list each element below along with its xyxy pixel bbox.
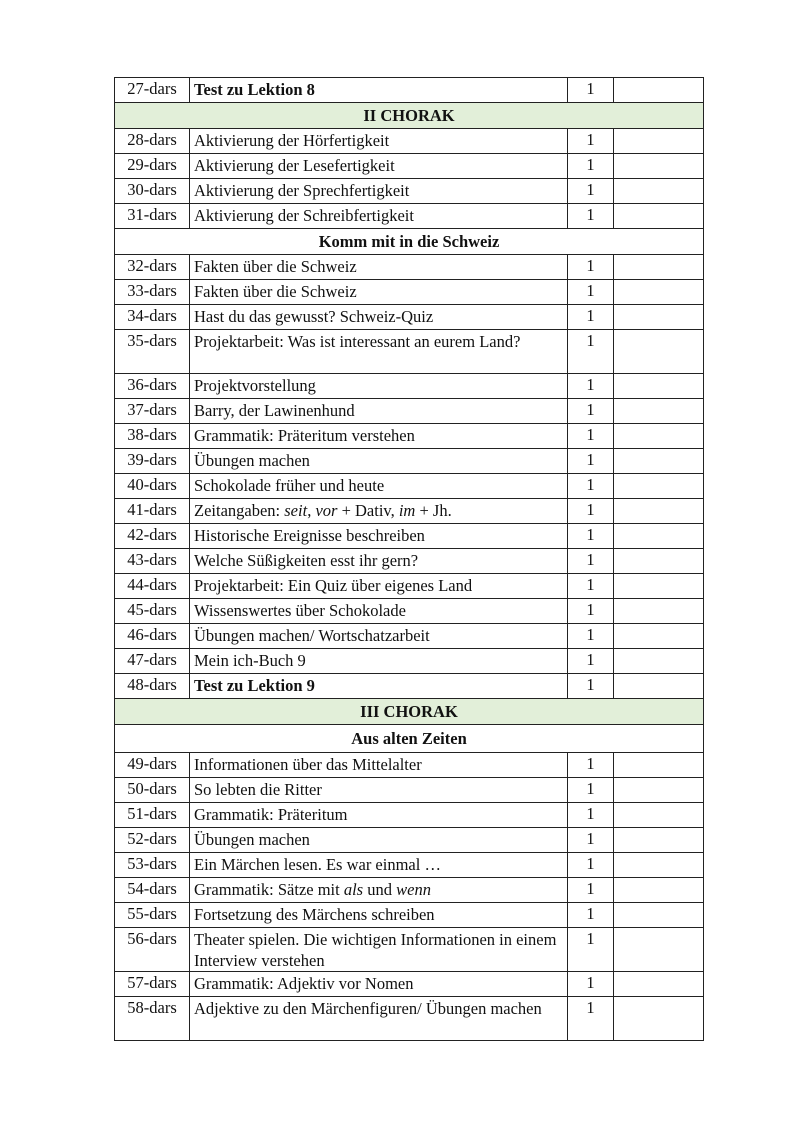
topic-text: + Jh. (415, 501, 452, 520)
lesson-number: 28-dars (115, 129, 190, 154)
topic-text: Theater spielen. Die wichtigen Informationen in einem Interview verstehen (194, 930, 557, 970)
topic-text: Ein Märchen lesen. Es war einmal … (194, 855, 441, 874)
lesson-topic (190, 574, 568, 599)
lesson-number: 31-dars (115, 204, 190, 229)
lesson-hours: 1 (568, 179, 614, 204)
topic-text: Übungen machen/ Wortschatzarbeit (194, 626, 430, 645)
lesson-row (115, 78, 704, 103)
lesson-hours: 1 (568, 997, 614, 1041)
topic-text: Aktivierung der Sprechfertigkeit (194, 181, 410, 200)
lesson-row (115, 204, 704, 229)
empty-cell (614, 674, 704, 699)
section-header-row (115, 103, 704, 129)
lesson-number: 52-dars (115, 828, 190, 853)
lesson-topic (190, 878, 568, 903)
topic-text: Fortsetzung des Märchens schreiben (194, 905, 435, 924)
lesson-topic (190, 204, 568, 229)
lesson-hours: 1 (568, 154, 614, 179)
topic-text: Zeitangaben: (194, 501, 285, 520)
empty-cell (614, 853, 704, 878)
lesson-number: 44-dars (115, 574, 190, 599)
lesson-topic (190, 549, 568, 574)
lesson-topic (190, 524, 568, 549)
lesson-hours: 1 (568, 903, 614, 928)
topic-text: Übungen machen (194, 451, 310, 470)
empty-cell (614, 524, 704, 549)
lesson-row (115, 928, 704, 972)
topic-text: Projektvorstellung (194, 376, 316, 395)
lesson-row (115, 280, 704, 305)
lesson-row (115, 828, 704, 853)
lesson-topic (190, 78, 568, 103)
lesson-topic (190, 474, 568, 499)
empty-cell (614, 753, 704, 778)
topic-text: Mein ich-Buch 9 (194, 651, 306, 670)
topic-text: Projektarbeit: Ein Quiz über eigenes Land (194, 576, 473, 595)
lesson-topic (190, 449, 568, 474)
lesson-number: 36-dars (115, 374, 190, 399)
lesson-topic (190, 255, 568, 280)
lesson-row (115, 424, 704, 449)
topic-text: Projektarbeit: Was ist interessant an eurem Land? (194, 332, 521, 351)
lesson-row (115, 524, 704, 549)
topic-text: Aktivierung der Schreibfertigkeit (194, 206, 414, 225)
lesson-topic (190, 778, 568, 803)
empty-cell (614, 255, 704, 280)
section-title: Komm mit in die Schweiz (115, 229, 704, 255)
topic-text: Historische Ereignisse beschreiben (194, 526, 425, 545)
lesson-row (115, 624, 704, 649)
lesson-topic (190, 972, 568, 997)
empty-cell (614, 574, 704, 599)
empty-cell (614, 374, 704, 399)
lesson-number: 48-dars (115, 674, 190, 699)
lesson-topic (190, 803, 568, 828)
lesson-row (115, 997, 704, 1041)
empty-cell (614, 78, 704, 103)
lesson-topic (190, 374, 568, 399)
topic-text: als (343, 880, 364, 899)
lesson-row (115, 305, 704, 330)
lesson-row (115, 778, 704, 803)
lesson-topic (190, 753, 568, 778)
lesson-topic (190, 674, 568, 699)
empty-cell (614, 399, 704, 424)
lesson-number: 57-dars (115, 972, 190, 997)
section-title: Aus alten Zeiten (115, 725, 704, 753)
lesson-number: 47-dars (115, 649, 190, 674)
topic-text: seit (284, 501, 308, 520)
lesson-row (115, 549, 704, 574)
lesson-hours: 1 (568, 599, 614, 624)
topic-text: Test zu Lektion 9 (194, 676, 315, 695)
lesson-number: 34-dars (115, 305, 190, 330)
lesson-number: 50-dars (115, 778, 190, 803)
lesson-number: 56-dars (115, 928, 190, 972)
empty-cell (614, 903, 704, 928)
lesson-hours: 1 (568, 878, 614, 903)
section-header-row (115, 699, 704, 725)
topic-text: Aktivierung der Lesefertigkeit (194, 156, 395, 175)
topic-text: Grammatik: Adjektiv vor Nomen (194, 974, 414, 993)
empty-cell (614, 474, 704, 499)
section-title: II CHORAK (115, 103, 704, 129)
lesson-topic (190, 599, 568, 624)
lesson-row (115, 599, 704, 624)
lesson-hours: 1 (568, 972, 614, 997)
lesson-number: 58-dars (115, 997, 190, 1041)
lesson-topic (190, 280, 568, 305)
lesson-row (115, 374, 704, 399)
lesson-row (115, 399, 704, 424)
empty-cell (614, 624, 704, 649)
lesson-number: 39-dars (115, 449, 190, 474)
topic-text: Fakten über die Schweiz (194, 282, 357, 301)
empty-cell (614, 154, 704, 179)
lesson-row (115, 179, 704, 204)
topic-text: Grammatik: Präteritum verstehen (194, 426, 415, 445)
lesson-hours: 1 (568, 204, 614, 229)
lesson-hours: 1 (568, 674, 614, 699)
lesson-number: 27-dars (115, 78, 190, 103)
lesson-row (115, 255, 704, 280)
lesson-topic (190, 928, 568, 972)
topic-text: Test zu Lektion 8 (194, 80, 315, 99)
lesson-row (115, 803, 704, 828)
topic-text: Hast du das gewusst? Schweiz-Quiz (194, 307, 434, 326)
topic-text: Informationen über das Mittelalter (194, 755, 422, 774)
lesson-hours: 1 (568, 305, 614, 330)
lesson-hours: 1 (568, 374, 614, 399)
topic-text: Fakten über die Schweiz (194, 257, 357, 276)
lesson-row (115, 330, 704, 374)
topic-text: Schokolade früher und heute (194, 476, 385, 495)
topic-text: , (307, 501, 316, 520)
lesson-hours: 1 (568, 574, 614, 599)
lesson-row (115, 499, 704, 524)
empty-cell (614, 305, 704, 330)
lesson-row (115, 853, 704, 878)
lesson-hours: 1 (568, 399, 614, 424)
lesson-number: 29-dars (115, 154, 190, 179)
lesson-topic (190, 330, 568, 374)
topic-text: Aktivierung der Hörfertigkeit (194, 131, 390, 150)
topic-text: vor (315, 501, 338, 520)
lesson-hours: 1 (568, 649, 614, 674)
lesson-number: 33-dars (115, 280, 190, 305)
topic-text: wenn (396, 880, 431, 899)
lesson-number: 42-dars (115, 524, 190, 549)
lesson-number: 41-dars (115, 499, 190, 524)
topic-text: + Dativ, (337, 501, 399, 520)
empty-cell (614, 878, 704, 903)
lesson-hours: 1 (568, 753, 614, 778)
lesson-number: 30-dars (115, 179, 190, 204)
empty-cell (614, 330, 704, 374)
lesson-number: 51-dars (115, 803, 190, 828)
lesson-row (115, 674, 704, 699)
lesson-hours: 1 (568, 624, 614, 649)
lesson-topic (190, 179, 568, 204)
lesson-hours: 1 (568, 449, 614, 474)
topic-text: Adjektive zu den Märchenfiguren/ Übungen machen (194, 999, 542, 1018)
lesson-topic (190, 129, 568, 154)
lesson-hours: 1 (568, 255, 614, 280)
lesson-number: 35-dars (115, 330, 190, 374)
empty-cell (614, 179, 704, 204)
lesson-topic (190, 424, 568, 449)
empty-cell (614, 129, 704, 154)
lesson-number: 53-dars (115, 853, 190, 878)
empty-cell (614, 997, 704, 1041)
lesson-number: 40-dars (115, 474, 190, 499)
lesson-topic (190, 305, 568, 330)
topic-text: Übungen machen (194, 830, 310, 849)
lesson-number: 32-dars (115, 255, 190, 280)
empty-cell (614, 649, 704, 674)
lesson-hours: 1 (568, 330, 614, 374)
lesson-row (115, 574, 704, 599)
lesson-topic (190, 853, 568, 878)
section-title: III CHORAK (115, 699, 704, 725)
lesson-row (115, 474, 704, 499)
lesson-row (115, 649, 704, 674)
topic-text: Grammatik: Präteritum (194, 805, 348, 824)
topic-text: Grammatik: Sätze mit (194, 880, 344, 899)
lesson-hours: 1 (568, 853, 614, 878)
lesson-plan-body (115, 78, 704, 1041)
lesson-hours: 1 (568, 499, 614, 524)
lesson-hours: 1 (568, 474, 614, 499)
lesson-row (115, 903, 704, 928)
empty-cell (614, 778, 704, 803)
lesson-topic (190, 649, 568, 674)
topic-text: So lebten die Ritter (194, 780, 322, 799)
lesson-row (115, 129, 704, 154)
lesson-row (115, 753, 704, 778)
section-header-row (115, 725, 704, 753)
topic-text: und (363, 880, 397, 899)
lesson-topic (190, 997, 568, 1041)
lesson-hours: 1 (568, 803, 614, 828)
lesson-plan-table (114, 77, 704, 1041)
lesson-number: 38-dars (115, 424, 190, 449)
lesson-hours: 1 (568, 78, 614, 103)
lesson-topic (190, 903, 568, 928)
lesson-hours: 1 (568, 129, 614, 154)
lesson-number: 46-dars (115, 624, 190, 649)
lesson-hours: 1 (568, 524, 614, 549)
topic-text: Wissenswertes über Schokolade (194, 601, 406, 620)
topic-text: im (398, 501, 416, 520)
lesson-row (115, 972, 704, 997)
lesson-topic (190, 499, 568, 524)
empty-cell (614, 280, 704, 305)
empty-cell (614, 803, 704, 828)
lesson-hours: 1 (568, 928, 614, 972)
lesson-hours: 1 (568, 828, 614, 853)
section-header-row (115, 229, 704, 255)
empty-cell (614, 449, 704, 474)
empty-cell (614, 499, 704, 524)
lesson-number: 49-dars (115, 753, 190, 778)
lesson-number: 55-dars (115, 903, 190, 928)
lesson-hours: 1 (568, 280, 614, 305)
lesson-hours: 1 (568, 778, 614, 803)
empty-cell (614, 204, 704, 229)
lesson-row (115, 878, 704, 903)
topic-text: Barry, der Lawinenhund (194, 401, 355, 420)
empty-cell (614, 928, 704, 972)
empty-cell (614, 424, 704, 449)
lesson-topic (190, 624, 568, 649)
lesson-topic (190, 399, 568, 424)
empty-cell (614, 599, 704, 624)
lesson-number: 45-dars (115, 599, 190, 624)
lesson-topic (190, 154, 568, 179)
lesson-row (115, 449, 704, 474)
lesson-hours: 1 (568, 549, 614, 574)
lesson-number: 37-dars (115, 399, 190, 424)
lesson-topic (190, 828, 568, 853)
empty-cell (614, 549, 704, 574)
empty-cell (614, 972, 704, 997)
lesson-row (115, 154, 704, 179)
lesson-hours: 1 (568, 424, 614, 449)
lesson-number: 54-dars (115, 878, 190, 903)
lesson-number: 43-dars (115, 549, 190, 574)
empty-cell (614, 828, 704, 853)
topic-text: Welche Süßigkeiten esst ihr gern? (194, 551, 419, 570)
